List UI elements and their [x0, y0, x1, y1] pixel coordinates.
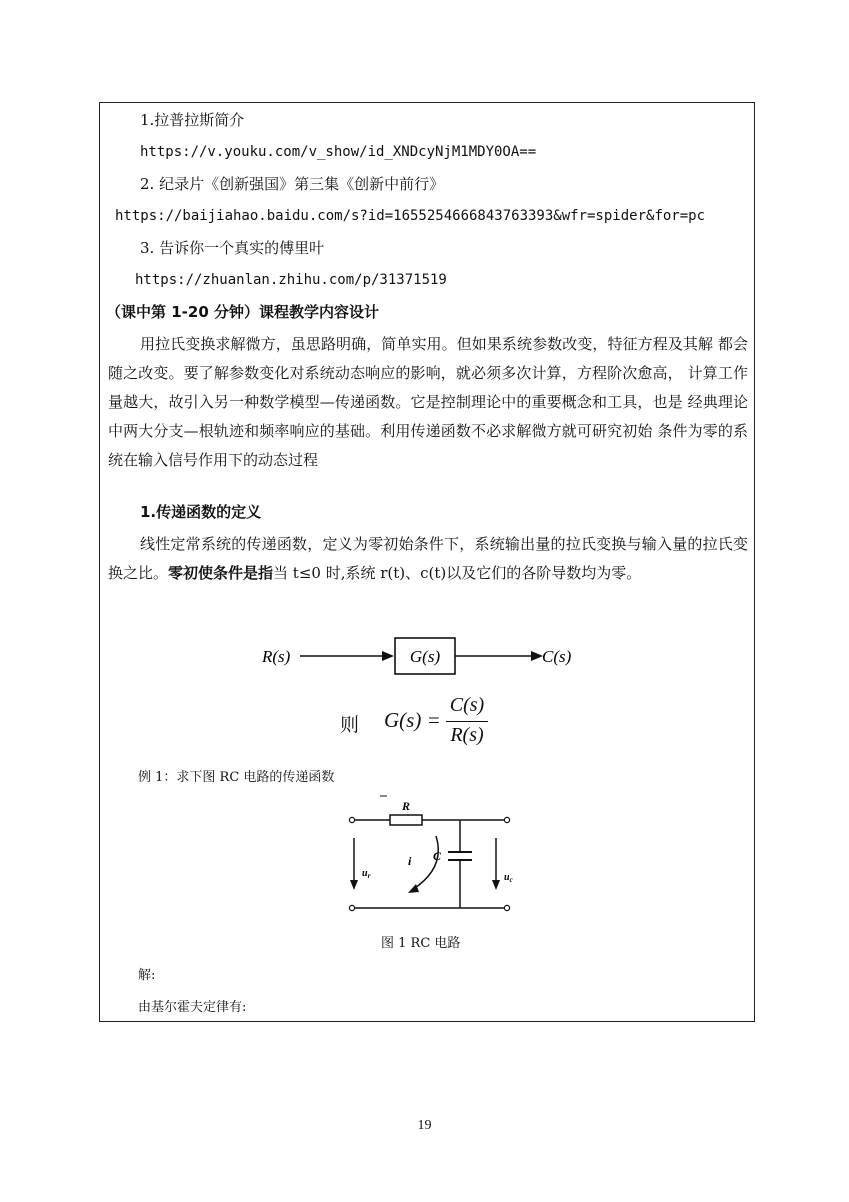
resource-item-1-url[interactable]: https://v.youku.com/v_show/id_XNDcyNjM1MDY0OA==: [140, 144, 537, 160]
formula-numerator: C(s): [449, 694, 485, 716]
resource-item-3-title: 3. 告诉你一个真实的傅里叶: [140, 239, 325, 257]
input-terminal-top: [349, 817, 354, 822]
intro-paragraph: 用拉氏变换求解微方，虽思路明确，简单实用。但如果系统参数改变，特征方程及其解 都会随之改变。要了解参数变化对系统动态响应的影响，就必须多次计算，方程阶次愈高， 计算工作量越大，故引入另一种数学模型—传递函数。它是控制理论中的重要概念和工具，也是 经典理论中两大分支—根轨迹和频率响应的基础。利用传递函数不必求解微方就可研究初始 条件为零的系统在输入信号作用下的动态过程: [108, 335, 748, 469]
block-diagram-input-label: R(s): [262, 647, 291, 666]
resource-item-2-title: 2. 纪录片《创新强国》第三集《创新中前行》: [140, 175, 445, 193]
input-arrowhead: [382, 651, 394, 661]
formula-denominator: R(s): [450, 724, 484, 746]
capacitor-label: C: [433, 849, 442, 863]
resource-item-3-url[interactable]: https://zhuanlan.zhihu.com/p/31371519: [135, 272, 447, 288]
kirchhoff-line: 由基尔霍夫定律有:: [138, 1000, 247, 1015]
output-voltage-arrowhead: [492, 880, 500, 890]
current-label: i: [408, 854, 412, 868]
block-diagram-output-label: C(s): [542, 647, 572, 666]
formula-fraction-bar: [446, 721, 488, 722]
block-diagram: [250, 632, 590, 682]
figure-caption: 图 1 RC 电路: [381, 936, 461, 951]
solution-label: 解:: [138, 968, 156, 983]
output-terminal-bottom: [504, 905, 509, 910]
resource-item-2-url[interactable]: https://baijiahao.baidu.com/s?id=1655254666843763393&wfr=spider&for=pc: [115, 208, 706, 224]
formula-lhs: G(s) =: [384, 708, 441, 732]
current-loop-arrow: [412, 836, 438, 890]
output-terminal-top: [504, 817, 509, 822]
definition-text-1: 线性定常系统的传递函数，定义为零初始条件下，系统输出量的拉氏变换与输入量的拉氏变换之比。: [108, 535, 748, 582]
output-voltage-label: $u_c$: [504, 872, 513, 884]
rc-circuit-diagram: [340, 790, 520, 920]
definition-paragraph: [108, 530, 748, 588]
section-heading: （课中第 1-20 分钟）课程教学内容设计: [106, 303, 379, 321]
definition-bold-text: 零初使条件是指: [168, 564, 274, 582]
example-title: 例 1：求下图 RC 电路的传递函数: [138, 770, 335, 785]
page-number: 19: [417, 1118, 432, 1133]
input-voltage-label: $u_r$: [362, 868, 371, 880]
definition-text-2: 当 t≤0 时,系统 r(t)、c(t)以及它们的各阶导数均为零。: [273, 564, 642, 582]
subheading-definition: 1.传递函数的定义: [140, 503, 262, 521]
input-terminal-bottom: [349, 905, 354, 910]
input-voltage-arrowhead: [350, 880, 358, 890]
resistor: [390, 815, 422, 825]
formula-prefix: 则: [340, 714, 360, 736]
block-label: G(s): [409, 647, 441, 666]
resistor-label: R: [402, 799, 411, 813]
resource-item-1-title: 1.拉普拉斯简介: [140, 111, 245, 129]
